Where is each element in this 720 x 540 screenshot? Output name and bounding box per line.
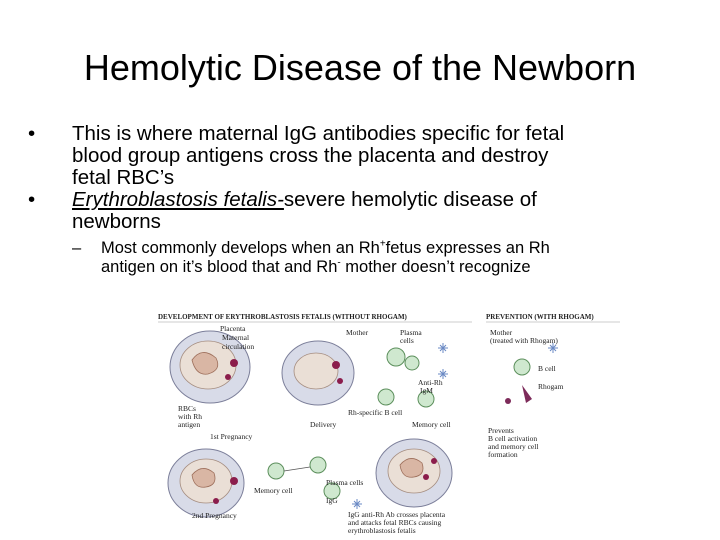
label-prevents-4: formation: [488, 450, 518, 459]
term-erythroblastosis: Erythroblastosis fetalis-: [72, 188, 284, 211]
bullet-1-line-2: blood group antigens cross the placenta and destroy: [72, 144, 549, 167]
bullet-2-line-2: newborns: [72, 210, 161, 233]
label-plasma-2: cells: [400, 336, 414, 345]
figure-header-right: PREVENTION (WITH RHOGAM): [486, 313, 594, 321]
label-memory-cell: Memory cell: [412, 420, 451, 429]
sub-line-1a: Most commonly develops when an Rh: [101, 239, 380, 257]
figure-header-left: DEVELOPMENT OF ERYTHROBLASTOSIS FETALIS (WITHOUT RHOGAM): [158, 313, 407, 321]
label-maternal-circ-2: circulation: [222, 342, 255, 351]
sub-line-2a: antigen on it’s blood that and Rh: [101, 258, 338, 276]
label-second-pregnancy: 2nd Pregnancy: [192, 511, 237, 520]
label-maternal-circ-1: Maternal: [222, 333, 250, 342]
sub-line-1b: fetus expresses an Rh: [385, 239, 550, 257]
label-mother-treated-2: (treated with Rhogam): [490, 336, 558, 345]
slide-title: Hemolytic Disease of the Newborn: [83, 47, 637, 88]
label-prevents-1: Prevents: [488, 426, 514, 435]
bullet-1-line-3: fetal RBC’s: [72, 166, 175, 189]
bullet-2: [28, 189, 688, 233]
bullet-1: [28, 123, 688, 189]
rh-positive-sup: +: [379, 238, 386, 250]
label-caption-2: and attacks fetal RBCs causing: [348, 518, 442, 527]
label-prevents-3: and memory cell: [488, 442, 539, 451]
label-prevents-2: B cell activation: [488, 434, 538, 443]
label-mother: Mother: [346, 328, 369, 337]
label-caption-3: erythroblastosis fetalis: [348, 526, 416, 535]
label-plasma-cells-2: Plasma cells: [326, 478, 364, 487]
label-anti-rh-1: Anti-Rh: [418, 378, 443, 387]
erythroblastosis-diagram: [150, 305, 630, 540]
label-rbcs-2: with Rh: [178, 412, 202, 421]
label-plasma-1: Plasma: [400, 328, 422, 337]
slide-body: [28, 123, 688, 277]
mother-delivery-icon: [282, 341, 354, 405]
label-delivery: Delivery: [310, 420, 337, 429]
prevention-cells-icon: [505, 343, 558, 404]
sub-line-2b: mother doesn’t recognize: [340, 258, 531, 276]
rh-negative-sup: -: [337, 257, 341, 269]
label-rbcs-1: RBCs: [178, 404, 196, 413]
label-b-cell: B cell: [538, 364, 556, 373]
label-rh-specific-b: Rh-specific B cell: [348, 408, 403, 417]
label-memory-cell-2: Memory cell: [254, 486, 293, 495]
bullet-1-line-1: This is where maternal IgG antibodies specific for fetal: [72, 122, 565, 145]
b-cell-cluster-icon: [378, 343, 448, 407]
label-igg: IgG: [326, 496, 338, 505]
label-first-pregnancy: 1st Pregnancy: [210, 432, 253, 441]
bullet-marker: •: [28, 122, 36, 145]
mother-pregnant-2-icon: [168, 449, 244, 517]
bullet-marker: •: [28, 188, 36, 211]
label-anti-rh-2: IgM: [420, 386, 433, 395]
mother-pregnant-3-icon: [376, 439, 452, 507]
label-caption-1: IgG anti-Rh Ab crosses placenta: [348, 510, 446, 519]
bullet-2-rest: severe hemolytic disease of: [283, 188, 537, 211]
label-rbcs-3: antigen: [178, 420, 201, 429]
label-rhogam: Rhogam: [538, 382, 564, 391]
sub-bullet: [28, 239, 688, 277]
label-mother-treated-1: Mother: [490, 328, 513, 337]
sub-bullet-marker: –: [72, 239, 82, 257]
label-placenta: Placenta: [220, 324, 246, 333]
